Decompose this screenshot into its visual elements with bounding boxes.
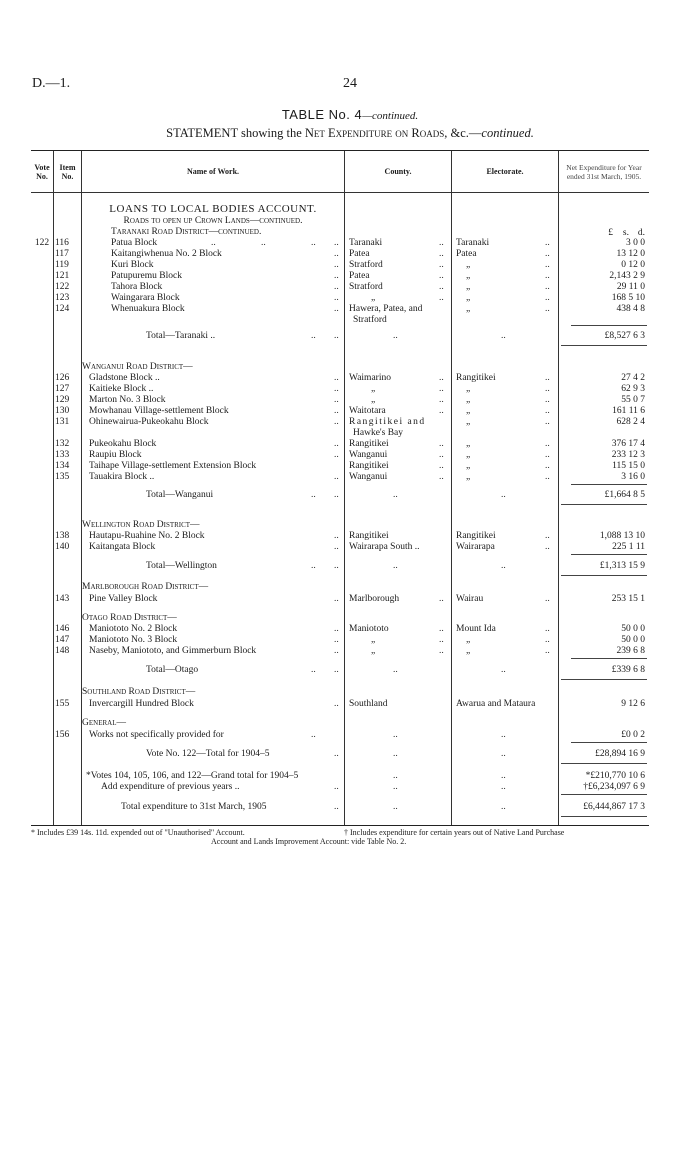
leader-dots: .. [439, 260, 444, 270]
leader-dots: .. [439, 624, 444, 634]
statement-title: STATEMENT showing the Net Expenditure on Roads, &c.—continued. [166, 126, 534, 140]
county: Hawera, Patea, and [349, 304, 423, 314]
header-rule [31, 192, 649, 193]
item-number: 121 [55, 271, 70, 281]
leader-dots: .. [501, 331, 506, 341]
work-name: Kaitangata Block [89, 542, 156, 552]
leader-dots: .. [334, 490, 339, 500]
leader-dots: .. [545, 461, 550, 471]
item-number: 133 [55, 450, 70, 460]
amount: 3 0 0 [626, 238, 645, 248]
amount: 1,088 13 10 [599, 531, 645, 541]
leader-dots: .. [393, 771, 398, 781]
leader-dots: .. [261, 238, 266, 248]
leader-dots: .. [545, 624, 550, 634]
table-title: TABLE No. 4—continued. [281, 107, 419, 122]
leader-dots: .. [545, 373, 550, 383]
leader-dots: .. [439, 293, 444, 303]
item-number: 126 [55, 373, 70, 383]
county: „ [371, 293, 376, 303]
electorate: „ [466, 461, 471, 471]
work-name: Ohinewairua-Pukeokahu Block [89, 417, 209, 427]
leader-dots: .. [334, 417, 339, 427]
leader-dots: .. [439, 406, 444, 416]
leader-dots: .. [545, 384, 550, 394]
electorate: „ [466, 260, 471, 270]
amount: 55 0 7 [621, 395, 645, 405]
amount: 628 2 4 [616, 417, 645, 427]
electorate: „ [466, 304, 471, 314]
column-rule [344, 151, 345, 825]
county: Waitotara [349, 406, 386, 416]
leader-dots: .. [334, 561, 339, 571]
district-heading-southland: Southland Road District— [82, 687, 196, 697]
electorate: „ [466, 635, 471, 645]
amount: 438 4 8 [616, 304, 645, 314]
leader-dots: .. [545, 395, 550, 405]
amount: 233 12 3 [611, 450, 645, 460]
electorate: „ [466, 395, 471, 405]
amount: 2,143 2 9 [609, 271, 645, 281]
previous-years-label: Add expenditure of previous years .. [101, 782, 240, 792]
leader-dots: .. [334, 749, 339, 759]
district-heading-wellington: Wellington Road District— [82, 520, 200, 530]
item-number: 156 [55, 730, 70, 740]
leader-dots: .. [545, 271, 550, 281]
leader-dots: .. [439, 450, 444, 460]
leader-dots: .. [334, 238, 339, 248]
total-label: Total—Taranaki .. [146, 331, 216, 341]
leader-dots: .. [501, 561, 506, 571]
work-name: Raupiu Block [89, 450, 142, 460]
electorate: „ [466, 384, 471, 394]
total-amount: £339 6 8 [611, 665, 645, 675]
item-number: 124 [55, 304, 70, 314]
amount: 0 12 0 [621, 260, 645, 270]
leader-dots: .. [334, 384, 339, 394]
electorate: „ [466, 406, 471, 416]
item-number: 135 [55, 472, 70, 482]
district-heading-taranaki: Taranaki Road District—continued. [111, 227, 262, 237]
leader-dots: .. [545, 238, 550, 248]
item-number: 119 [55, 260, 69, 270]
col-header-vote: Vote No. [34, 162, 50, 181]
electorate: Awarua and Mataura [456, 699, 536, 709]
item-number: 148 [55, 646, 70, 656]
leader-dots: .. [334, 635, 339, 645]
amount: 50 0 0 [621, 624, 645, 634]
expenditure-table [31, 150, 649, 826]
leader-dots: .. [311, 490, 316, 500]
county: Taranaki [349, 238, 383, 248]
leader-dots: .. [439, 461, 444, 471]
item-number: 155 [55, 699, 70, 709]
electorate: Mount Ida [456, 624, 496, 634]
item-number: 130 [55, 406, 70, 416]
leader-dots: .. [545, 260, 550, 270]
leader-dots: .. [334, 271, 339, 281]
electorate: Patea [456, 249, 477, 259]
leader-dots: .. [334, 472, 339, 482]
leader-dots: .. [334, 450, 339, 460]
sum-rule [561, 816, 647, 817]
work-name: Works not specifically provided for [89, 730, 224, 740]
item-number: 143 [55, 594, 70, 604]
leader-dots: .. [545, 249, 550, 259]
leader-dots: .. [439, 238, 444, 248]
work-name: Patupuremu Block [111, 271, 182, 281]
sum-rule [571, 554, 647, 555]
grand-total-label: *Votes 104, 105, 106, and 122—Grand total for 1904–5 [86, 771, 299, 781]
sum-rule [561, 794, 647, 795]
work-name: Maniototo No. 3 Block [89, 635, 178, 645]
amount: £0 0 2 [621, 730, 645, 740]
total-label: Total—Otago [146, 665, 199, 675]
county: „ [371, 384, 376, 394]
leader-dots: .. [393, 782, 398, 792]
col-header-name: Name of Work. [186, 167, 240, 176]
col-header-county: County. [384, 167, 412, 176]
amount: 50 0 0 [621, 635, 645, 645]
work-name: Kaitangiwhenua No. 2 Block [111, 249, 222, 259]
work-name: Hautapu-Ruahine No. 2 Block [89, 531, 205, 541]
section-heading: LOANS TO LOCAL BODIES ACCOUNT. [109, 203, 317, 215]
district-heading-wanganui: Wanganui Road District— [82, 362, 193, 372]
leader-dots: .. [334, 395, 339, 405]
electorate: „ [466, 282, 471, 292]
county: Southland [349, 699, 388, 709]
county: Rangitikei [349, 531, 389, 541]
item-number: 123 [55, 293, 70, 303]
county: Marlborough [349, 594, 400, 604]
sum-rule [561, 504, 647, 505]
pence-label: d. [637, 228, 645, 238]
electorate: Wairarapa [456, 542, 495, 552]
leader-dots: .. [545, 450, 550, 460]
leader-dots: .. [334, 282, 339, 292]
amount: 239 6 8 [616, 646, 645, 656]
item-number: 131 [55, 417, 70, 427]
district-heading-marlborough: Marlborough Road District— [82, 582, 209, 592]
work-name: Kuri Block [111, 260, 154, 270]
sum-rule [561, 345, 647, 346]
leader-dots: .. [311, 561, 316, 571]
leader-dots: .. [439, 271, 444, 281]
electorate: „ [466, 439, 471, 449]
total-amount: £8,527 6 3 [604, 331, 645, 341]
leader-dots: .. [439, 439, 444, 449]
leader-dots: .. [439, 594, 444, 604]
document-reference: D.—1. [32, 76, 71, 91]
leader-dots: .. [334, 293, 339, 303]
leader-dots: .. [501, 730, 506, 740]
amount: 13 12 0 [616, 249, 645, 259]
leader-dots: .. [334, 594, 339, 604]
amount: 27 4 2 [621, 373, 645, 383]
leader-dots: .. [334, 373, 339, 383]
county: Stratford [349, 282, 383, 292]
item-number: 116 [55, 238, 69, 248]
amount: 9 12 6 [621, 699, 645, 709]
item-number: 117 [55, 249, 69, 259]
leader-dots: .. [334, 624, 339, 634]
county: Rangitikei [349, 439, 389, 449]
leader-dots: .. [545, 542, 550, 552]
leader-dots: .. [334, 542, 339, 552]
electorate: „ [466, 417, 471, 427]
leader-dots: .. [439, 373, 444, 383]
county: Maniototo [349, 624, 389, 634]
work-name: Marton No. 3 Block [89, 395, 166, 405]
leader-dots: .. [545, 646, 550, 656]
item-number: 127 [55, 384, 70, 394]
work-name: Tauakira Block .. [89, 472, 155, 482]
leader-dots: .. [334, 782, 339, 792]
vote-number: 122 [34, 238, 50, 248]
county: Patea [349, 271, 370, 281]
county: Rangitikei and [349, 417, 426, 427]
leader-dots: .. [545, 417, 550, 427]
leader-dots: .. [501, 749, 506, 759]
item-number: 147 [55, 635, 70, 645]
work-name: Tahora Block [111, 282, 163, 292]
leader-dots: .. [393, 331, 398, 341]
leader-dots: .. [439, 472, 444, 482]
leader-dots: .. [545, 406, 550, 416]
county: Waimarino [349, 373, 391, 383]
leader-dots: .. [393, 490, 398, 500]
county-continued: Hawke's Bay [353, 428, 403, 438]
leader-dots: .. [334, 260, 339, 270]
work-name: Taihape Village-settlement Extension Block [89, 461, 257, 471]
leader-dots: .. [334, 699, 339, 709]
electorate: „ [466, 472, 471, 482]
leader-dots: .. [545, 531, 550, 541]
work-name: Invercargill Hundred Block [89, 699, 194, 709]
leader-dots: .. [311, 730, 316, 740]
county: Patea [349, 249, 370, 259]
page-number: 24 [343, 76, 357, 91]
work-name: Maniototo No. 2 Block [89, 624, 178, 634]
work-name: Naseby, Maniototo, and Gimmerburn Block [89, 646, 257, 656]
sum-rule [571, 484, 647, 485]
col-header-electorate: Electorate. [486, 167, 524, 176]
total-label: Vote No. 122—Total for 1904–5 [146, 749, 270, 759]
col-header-item: Item No. [59, 162, 76, 181]
electorate: Rangitikei [456, 531, 496, 541]
leader-dots: .. [501, 802, 506, 812]
amount: 29 11 0 [616, 282, 645, 292]
leader-dots: .. [211, 238, 216, 248]
electorate: „ [466, 271, 471, 281]
work-name: Pukeokahu Block [89, 439, 157, 449]
work-name: Kaitieke Block .. [89, 384, 154, 394]
leader-dots: .. [545, 635, 550, 645]
total-label: Total—Wanganui [146, 490, 214, 500]
leader-dots: .. [311, 331, 316, 341]
previous-years-amount: †£6,234,097 6 9 [583, 782, 645, 792]
leader-dots: .. [439, 635, 444, 645]
footnote-dagger: † Includes expenditure for certain years out of Native Land Purchase [344, 828, 565, 837]
leader-dots: .. [393, 749, 398, 759]
county: Wanganui [349, 472, 388, 482]
county-continued: Stratford [353, 315, 387, 325]
leader-dots: .. [311, 238, 316, 248]
county: „ [371, 646, 376, 656]
county: Stratford [349, 260, 383, 270]
total-amount: £1,664 8 5 [604, 490, 645, 500]
leader-dots: .. [334, 802, 339, 812]
electorate: „ [466, 450, 471, 460]
amount: 161 11 6 [612, 406, 645, 416]
footnote-dagger-continued: Account and Lands Improvement Account: vide Table No. 2. [211, 837, 407, 846]
leader-dots: .. [439, 395, 444, 405]
leader-dots: .. [501, 782, 506, 792]
amount: 3 16 0 [621, 472, 645, 482]
leader-dots: .. [501, 490, 506, 500]
sum-rule [561, 679, 647, 680]
item-number: 132 [55, 439, 70, 449]
county: „ [371, 395, 376, 405]
county: Wairarapa South .. [349, 542, 420, 552]
leader-dots: .. [439, 384, 444, 394]
total-expenditure-label: Total expenditure to 31st March, 1905 [121, 802, 267, 812]
leader-dots: .. [334, 439, 339, 449]
item-number: 146 [55, 624, 70, 634]
total-amount: £1,313 15 9 [599, 561, 645, 571]
total-amount: £28,894 16 9 [595, 749, 645, 759]
amount: 168 5 10 [611, 293, 645, 303]
item-number: 134 [55, 461, 70, 471]
item-number: 129 [55, 395, 70, 405]
leader-dots: .. [393, 802, 398, 812]
county: Wanganui [349, 450, 388, 460]
leader-dots: .. [393, 665, 398, 675]
column-rule [53, 151, 54, 825]
item-number: 138 [55, 531, 70, 541]
leader-dots: .. [501, 665, 506, 675]
leader-dots: .. [545, 472, 550, 482]
leader-dots: .. [334, 646, 339, 656]
sum-rule [571, 742, 647, 743]
electorate: Wairau [456, 594, 484, 604]
electorate: Taranaki [456, 238, 490, 248]
leader-dots: .. [311, 665, 316, 675]
pound-label: £ [608, 228, 613, 238]
amount: 376 17 4 [611, 439, 645, 449]
district-heading-otago: Otago Road District— [82, 613, 177, 623]
leader-dots: .. [439, 646, 444, 656]
leader-dots: .. [334, 406, 339, 416]
electorate: „ [466, 646, 471, 656]
electorate: „ [466, 293, 471, 303]
work-name: Waingarara Block [111, 293, 180, 303]
electorate: Rangitikei [456, 373, 496, 383]
column-rule [558, 151, 559, 825]
section-subheading: Roads to open up Crown Lands—continued. [123, 216, 303, 226]
item-number: 140 [55, 542, 70, 552]
work-name: Mowhanau Village-settlement Block [89, 406, 229, 416]
amount: 253 15 1 [611, 594, 645, 604]
leader-dots: .. [439, 249, 444, 259]
leader-dots: .. [393, 561, 398, 571]
leader-dots: .. [501, 771, 506, 781]
leader-dots: .. [545, 304, 550, 314]
sum-rule [571, 325, 647, 326]
leader-dots: .. [545, 439, 550, 449]
sum-rule [561, 575, 647, 576]
page-header [0, 76, 700, 96]
leader-dots: .. [393, 730, 398, 740]
shilling-label: s. [622, 228, 629, 238]
work-name: Patua Block [111, 238, 158, 248]
leader-dots: .. [334, 665, 339, 675]
amount: 62 9 3 [621, 384, 645, 394]
leader-dots: .. [334, 331, 339, 341]
leader-dots: .. [545, 282, 550, 292]
leader-dots: .. [334, 304, 339, 314]
leader-dots: .. [334, 249, 339, 259]
county: Rangitikei [349, 461, 389, 471]
county: „ [371, 635, 376, 645]
total-label: Total—Wellington [146, 561, 217, 571]
amount: 115 15 0 [612, 461, 645, 471]
leader-dots: .. [439, 282, 444, 292]
sum-rule [561, 763, 647, 764]
section-heading-general: General— [82, 718, 126, 728]
leader-dots: .. [545, 594, 550, 604]
col-header-net-expenditure: Net Expenditure for Year ended 31st March, 1905. [566, 162, 642, 181]
grand-total-amount: *£210,770 10 6 [585, 771, 645, 781]
total-expenditure-amount: £6,444,867 17 3 [583, 802, 645, 812]
work-name: Whenuakura Block [111, 304, 185, 314]
leader-dots: .. [334, 531, 339, 541]
work-name: Gladstone Block .. [89, 373, 160, 383]
work-name: Pine Valley Block [89, 594, 158, 604]
footnote-star: * Includes £39 14s. 11d. expended out of "Unauthorised" Account. [31, 828, 245, 837]
column-rule [451, 151, 452, 825]
sum-rule [571, 658, 647, 659]
amount: 225 1 11 [612, 542, 645, 552]
leader-dots: .. [545, 293, 550, 303]
item-number: 122 [55, 282, 70, 292]
